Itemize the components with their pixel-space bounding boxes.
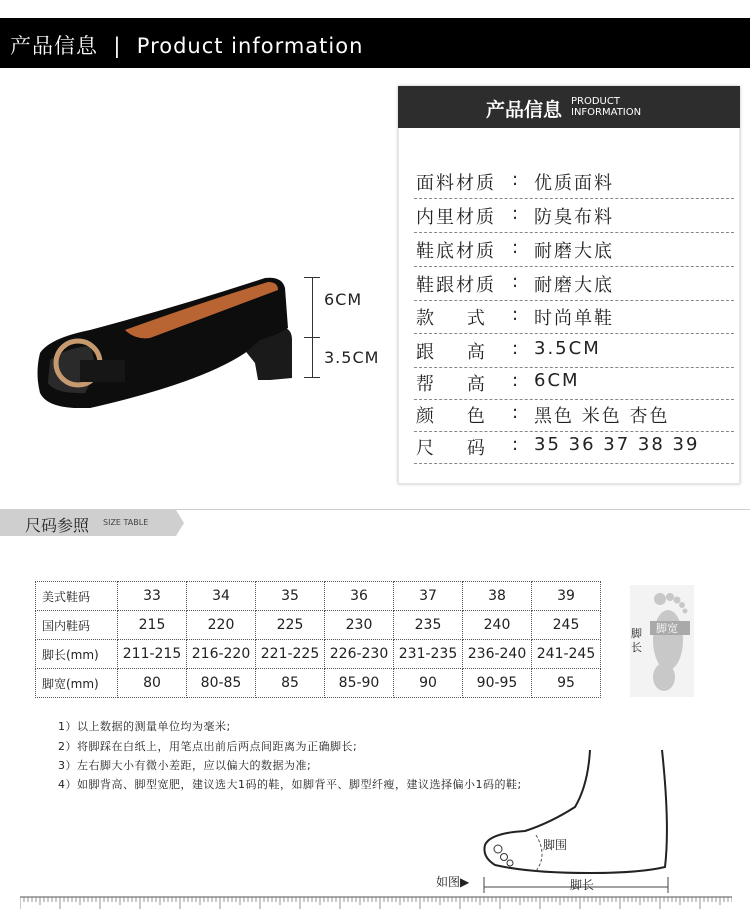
shoe-image bbox=[30, 268, 300, 408]
upper-height-label: 6CM bbox=[324, 290, 363, 309]
table-row: 国内鞋码 215 220 225 230 235 240 245 bbox=[36, 611, 601, 640]
info-row: 鞋底材质 : 耐磨大底 bbox=[414, 233, 734, 267]
dimension-tick bbox=[304, 337, 320, 338]
info-row: 颜 色 : 黑色 米色 杏色 bbox=[414, 398, 734, 432]
foot-width-label: 脚宽 bbox=[656, 622, 678, 635]
size-divider bbox=[0, 509, 750, 510]
ruler bbox=[20, 895, 732, 909]
girth-label: 脚围 bbox=[543, 838, 568, 852]
product-info-header bbox=[398, 86, 740, 128]
dimension-line bbox=[312, 277, 313, 378]
table-row: 美式鞋码 33 34 35 36 37 38 39 bbox=[36, 582, 601, 611]
info-row: 跟 高 : 3.5CM bbox=[414, 334, 734, 368]
note-4: 4）如脚背高、脚型宽肥，建议选大1码的鞋，如脚背平、脚型纤瘦，建议选择偏小1码的鞋; bbox=[58, 778, 522, 791]
length-label: 脚长 bbox=[570, 878, 595, 892]
info-row: 面料材质 : 优质面料 bbox=[414, 165, 734, 199]
note-1: 1）以上数据的测量单位均为毫米; bbox=[58, 720, 231, 733]
foot-length-label: 脚长 bbox=[631, 627, 642, 654]
info-row: 尺 码 : 35 36 37 38 39 bbox=[414, 430, 734, 464]
info-row: 鞋跟材质 : 耐磨大底 bbox=[414, 267, 734, 301]
info-row: 帮 高 : 6CM bbox=[414, 366, 734, 400]
header-title: 产品信息 | Product information bbox=[10, 34, 364, 58]
dimension-tick bbox=[304, 277, 320, 278]
dimension-tick bbox=[304, 377, 320, 378]
note-2: 2）将脚踩在白纸上，用笔点出前后两点间距离为正确脚长; bbox=[58, 740, 358, 753]
table-row: 脚长(mm) 211-215 216-220 221-225 226-230 231-235 236-240 241-245 bbox=[36, 640, 601, 669]
size-table bbox=[35, 581, 601, 698]
info-row: 内里材质 : 防臭布料 bbox=[414, 199, 734, 233]
product-info-title: 产品信息 bbox=[486, 99, 563, 121]
table-row: 脚宽(mm) 80 80-85 85 85-90 90 90-95 95 bbox=[36, 669, 601, 698]
size-table-title: 尺码参照 bbox=[25, 516, 90, 535]
as-shown-label: 如图▶ bbox=[436, 875, 470, 889]
info-row: 款 式 : 时尚单鞋 bbox=[414, 300, 734, 334]
note-3: 3）左右脚大小有微小差距，应以偏大的数据为准; bbox=[58, 759, 312, 772]
size-table-subtitle: SIZE TABLE bbox=[103, 518, 149, 527]
foot-measure-illustration bbox=[470, 745, 680, 895]
product-info-subtitle: PRODUCT INFORMATION bbox=[571, 96, 642, 118]
heel-height-label: 3.5CM bbox=[324, 348, 380, 367]
